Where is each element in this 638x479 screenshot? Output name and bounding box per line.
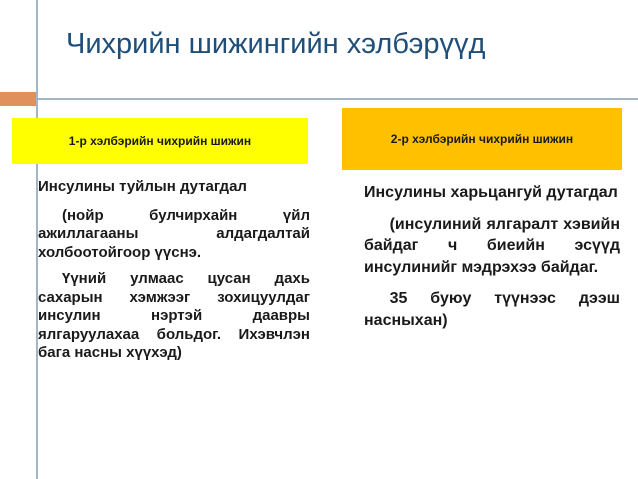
type2-header — [342, 108, 622, 170]
type1-header — [12, 118, 308, 164]
type1-paragraph-3: Үүний улмаас цусан дахь сахарын хэмжээг зохицуулдаг инсулин нэртэй даавры ялгаруулахаа больдог. Ихэвчлэн бага насны хүүхэд) — [38, 270, 310, 361]
type2-paragraph-1: Инсулины харьцангуй дутагдал — [364, 184, 618, 201]
type1-header-label: 1-р хэлбэрийн чихрийн шижин — [68, 134, 252, 148]
type1-description — [38, 178, 310, 363]
type2-header-label: 2-р хэлбэрийн чихрийн шижин — [390, 132, 574, 146]
type1-paragraph-1: Инсулины туйлын дутагдал — [38, 178, 247, 195]
decorative-horizontal-rule — [36, 98, 638, 100]
type1-paragraph-2: (нойр булчирхайн үйл ажиллагааны алдагдалтай холбоотойгоор үүснэ. — [38, 206, 310, 261]
type2-paragraph-2: (инсулиний ялгаралт хэвийн байдаг ч биеийн эсүүд инсулинийг мэдрэхээ байдаг. — [364, 215, 620, 276]
type2-paragraph-3: 35 буюу түүнээс дээш насныхан) — [364, 290, 620, 329]
decorative-accent-square — [0, 92, 36, 106]
slide-title: Чихрийн шижингийн хэлбэрүүд — [66, 28, 486, 60]
type2-description — [364, 182, 620, 331]
